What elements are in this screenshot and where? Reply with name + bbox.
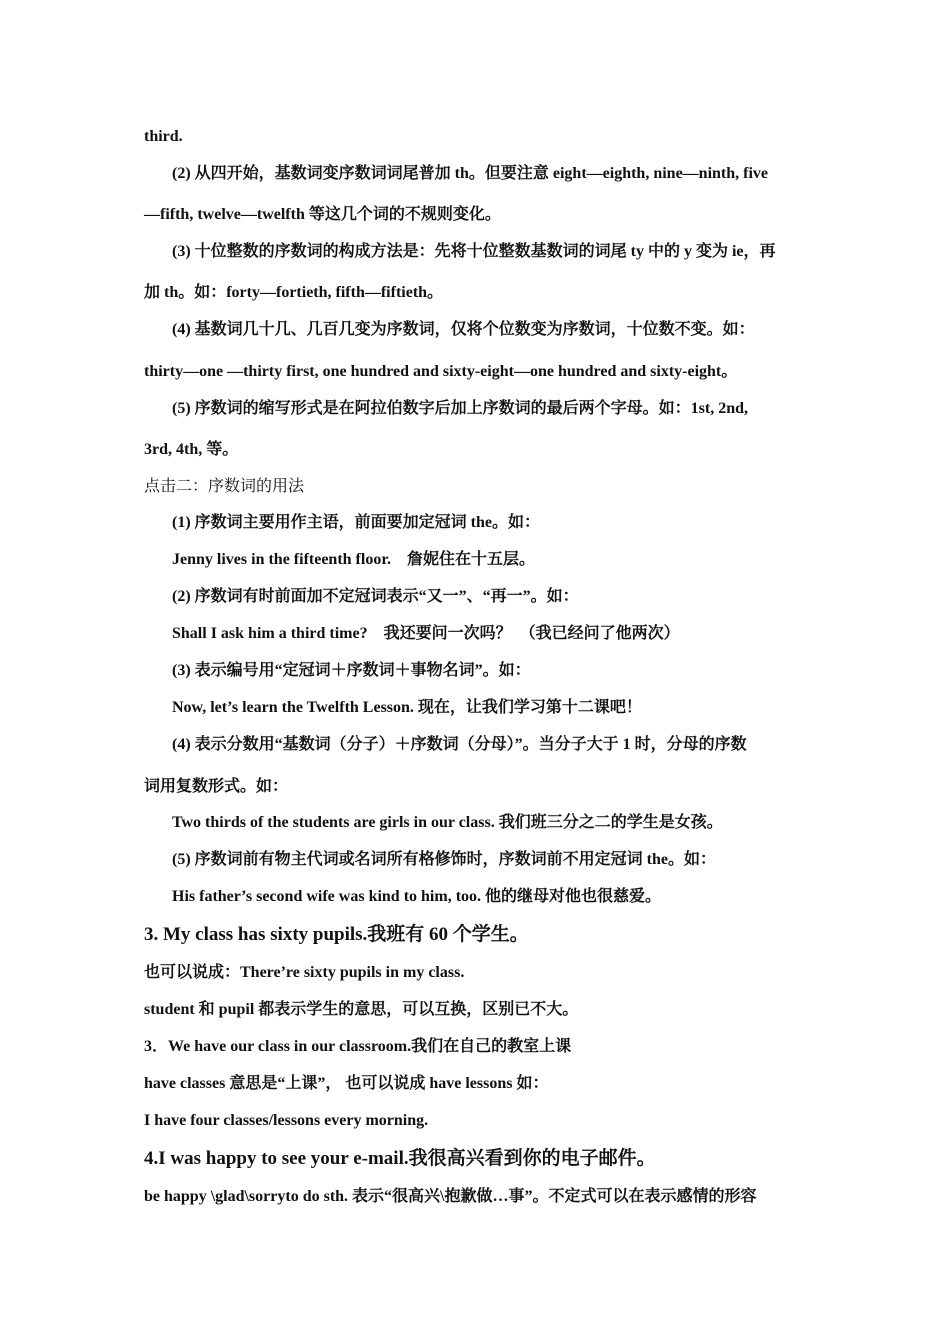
text-line: (5) 序数词前有物主代词或名词所有格修饰时，序数词前不用定冠词 the。如：	[172, 851, 716, 868]
text-line: be happy \glad\sorryto do sth. 表示“很高兴\抱歉做…事”。不定式可以在表示感情的形容	[144, 1188, 757, 1205]
text-line: Jenny lives in the fifteenth floor. 詹妮住在十五层。	[172, 551, 535, 568]
text-line: I have four classes/lessons every morning.	[144, 1112, 429, 1129]
text-line: (3) 表示编号用“定冠词＋序数词＋事物名词”。如：	[172, 662, 531, 679]
text-line: His father’s second wife was kind to him, too. 他的继母对他也很慈爱。	[172, 888, 662, 905]
text-line: 也可以说成：There’re sixty pupils in my class.	[144, 964, 465, 981]
text-line: Two thirds of the students are girls in our class. 我们班三分之二的学生是女孩。	[172, 814, 723, 831]
text-line: 3．We have our class in our classroom.我们在自己的教室上课	[144, 1038, 572, 1055]
text-line: (3) 十位整数的序数词的构成方法是：先将十位整数基数词的词尾 ty 中的 y 变为 ie，再	[172, 243, 776, 260]
text-line: have classes 意思是“上课”， 也可以说成 have lessons 如：	[144, 1075, 549, 1092]
section-heading: 4.I was happy to see your e-mail.我很高兴看到你的电子邮件。	[144, 1148, 656, 1169]
text-line: student 和 pupil 都表示学生的意思，可以互换，区别已不大。	[144, 1001, 579, 1018]
section-heading: 3. My class has sixty pupils.我班有 60 个学生。	[144, 924, 529, 945]
text-line: (5) 序数词的缩写形式是在阿拉伯数字后加上序数词的最后两个字母。如：1st, 2nd,	[172, 400, 749, 417]
text-line: Shall I ask him a third time? 我还要问一次吗？ （我已经问了他两次）	[172, 625, 680, 642]
text-line: 加 th。如：forty—fortieth, fifth—fiftieth。	[144, 284, 444, 301]
text-line: Now, let’s learn the Twelfth Lesson. 现在，让我们学习第十二课吧！	[172, 699, 642, 716]
text-line: —fifth, twelve—twelfth 等这几个词的不规则变化。	[144, 206, 501, 223]
text-line: (4) 基数词几十几、几百几变为序数词，仅将个位数变为序数词，十位数不变。如：	[172, 321, 755, 338]
text-line: thirty—one —thirty first, one hundred and sixty-eight—one hundred and sixty-eight。	[144, 363, 738, 380]
text-line: (1) 序数词主要用作主语，前面要加定冠词 the。如：	[172, 514, 540, 531]
text-line: 3rd, 4th, 等。	[144, 441, 239, 458]
section-heading: 点击二：序数词的用法	[144, 478, 305, 495]
text-line: (2) 序数词有时前面加不定冠词表示“又一”、“再一”。如：	[172, 588, 579, 605]
text-line: (2) 从四开始，基数词变序数词词尾普加 th。但要注意 eight—eighth, nine—ninth, five	[172, 165, 769, 182]
text-line: 词用复数形式。如：	[144, 778, 289, 795]
text-line: third.	[144, 128, 183, 145]
text-line: (4) 表示分数用“基数词（分子）＋序数词（分母）”。当分子大于 1 时，分母的序数	[172, 736, 747, 753]
